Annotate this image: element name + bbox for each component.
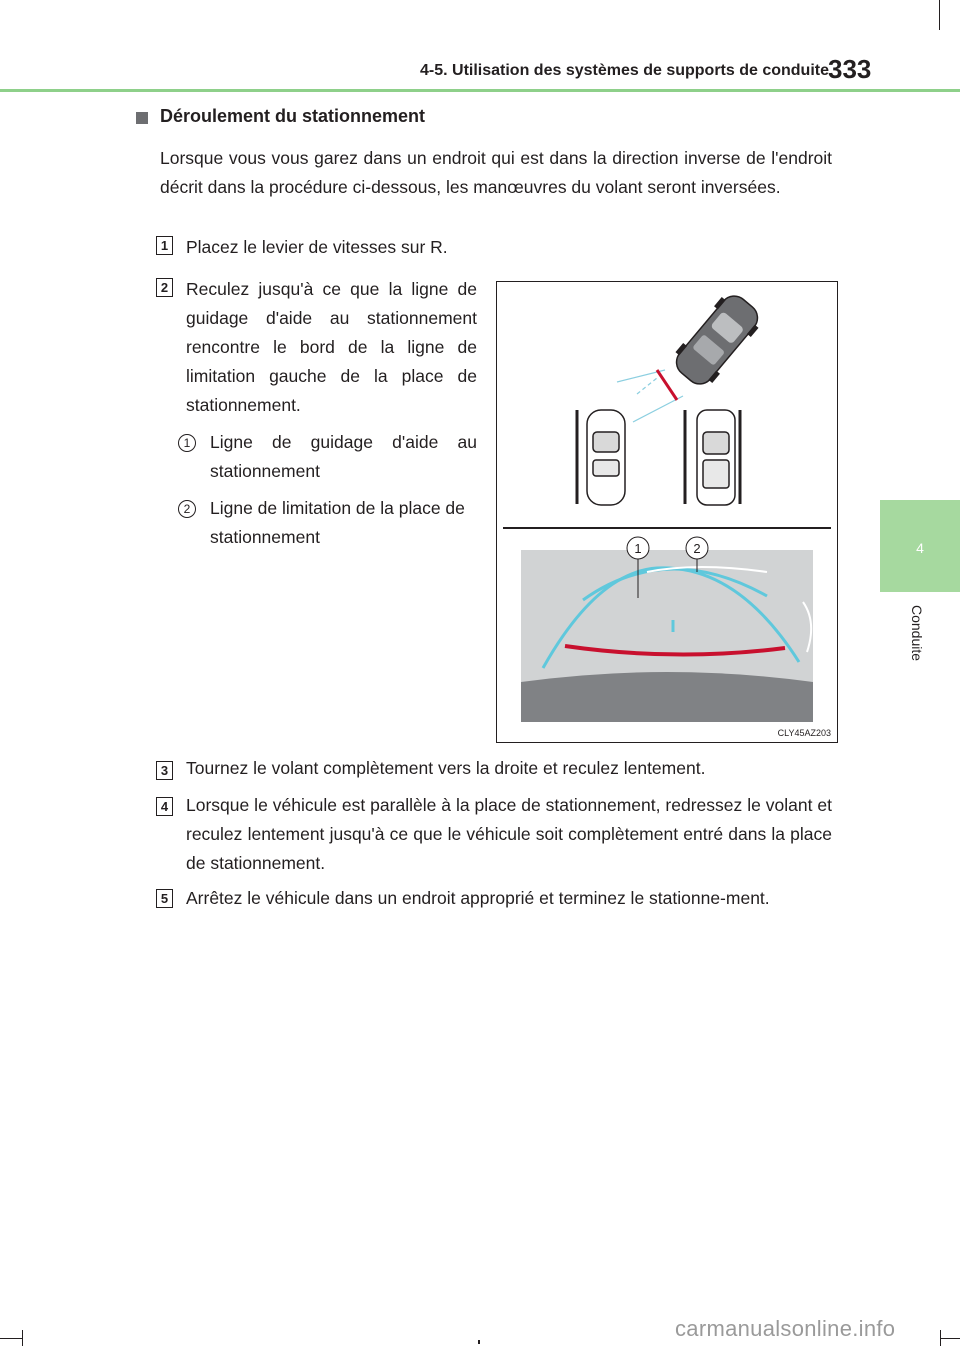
crop-mark [0, 1338, 22, 1339]
legend-number: 2 [178, 500, 196, 518]
step-text: Tournez le volant complètement vers la droite et reculez lentement. [186, 758, 706, 778]
chapter-label-wrap [905, 605, 935, 695]
step-number-box: 4 [156, 797, 173, 816]
chapter-label: Conduite [909, 605, 925, 662]
legend-text: Ligne de limitation de la place de stationnement [210, 498, 465, 547]
section-title: Déroulement du stationnement [160, 106, 426, 126]
step-number-box: 2 [156, 278, 173, 297]
parked-car-right [697, 410, 735, 505]
guide-red-segment [657, 370, 677, 400]
crop-mark [940, 1338, 960, 1339]
section-marker-icon [136, 112, 148, 124]
step-text: Lorsque le véhicule est parallèle à la place de stationnement, redressez le volant et reculez lentement jusqu'à ce que le véhicule soit complètement entré dans la place de stationnement. [186, 795, 832, 873]
step-text: Placez le levier de vitesses sur R. [186, 237, 448, 257]
figure-callout-1: 1 [634, 541, 642, 556]
page-number: 333 [828, 54, 872, 84]
camera-bumper [521, 672, 813, 722]
footer-watermark: carmanualsonline.info [675, 1316, 896, 1341]
step-text: Arrêtez le véhicule dans un endroit approprié et terminez le stationne-ment. [186, 888, 770, 908]
section-intro: Lorsque vous vous garez dans un endroit qui est dans la direction inverse de l'endroit décrit dans la procédure ci-dessous, les manœuvres du volant seront inversées. [160, 148, 832, 197]
parking-figure [496, 281, 838, 743]
legend-text: Ligne de guidage d'aide au stationnement [210, 432, 477, 481]
step-text: Reculez jusqu'à ce que la ligne de guidage d'aide au stationnement rencontre le bord de la ligne de limitation gauche de la place de stationnement. [186, 279, 477, 415]
crop-mark [22, 1330, 23, 1346]
parking-illustration [497, 282, 837, 742]
figure-callout-2: 2 [693, 541, 701, 556]
step-number-box: 5 [156, 889, 173, 908]
crop-mark [939, 0, 940, 30]
header-section-title: 4-5. Utilisation des systèmes de supports de conduite [420, 62, 829, 79]
step-number-box: 1 [156, 236, 173, 255]
parked-car-left [587, 410, 625, 505]
step-number-box: 3 [156, 761, 173, 780]
figure-code: CLY45AZ203 [777, 728, 831, 738]
legend-number: 1 [178, 434, 196, 452]
header-divider [0, 89, 960, 92]
chapter-number: 4 [916, 540, 924, 556]
crop-mark [478, 1340, 480, 1344]
reversing-car [668, 288, 766, 392]
